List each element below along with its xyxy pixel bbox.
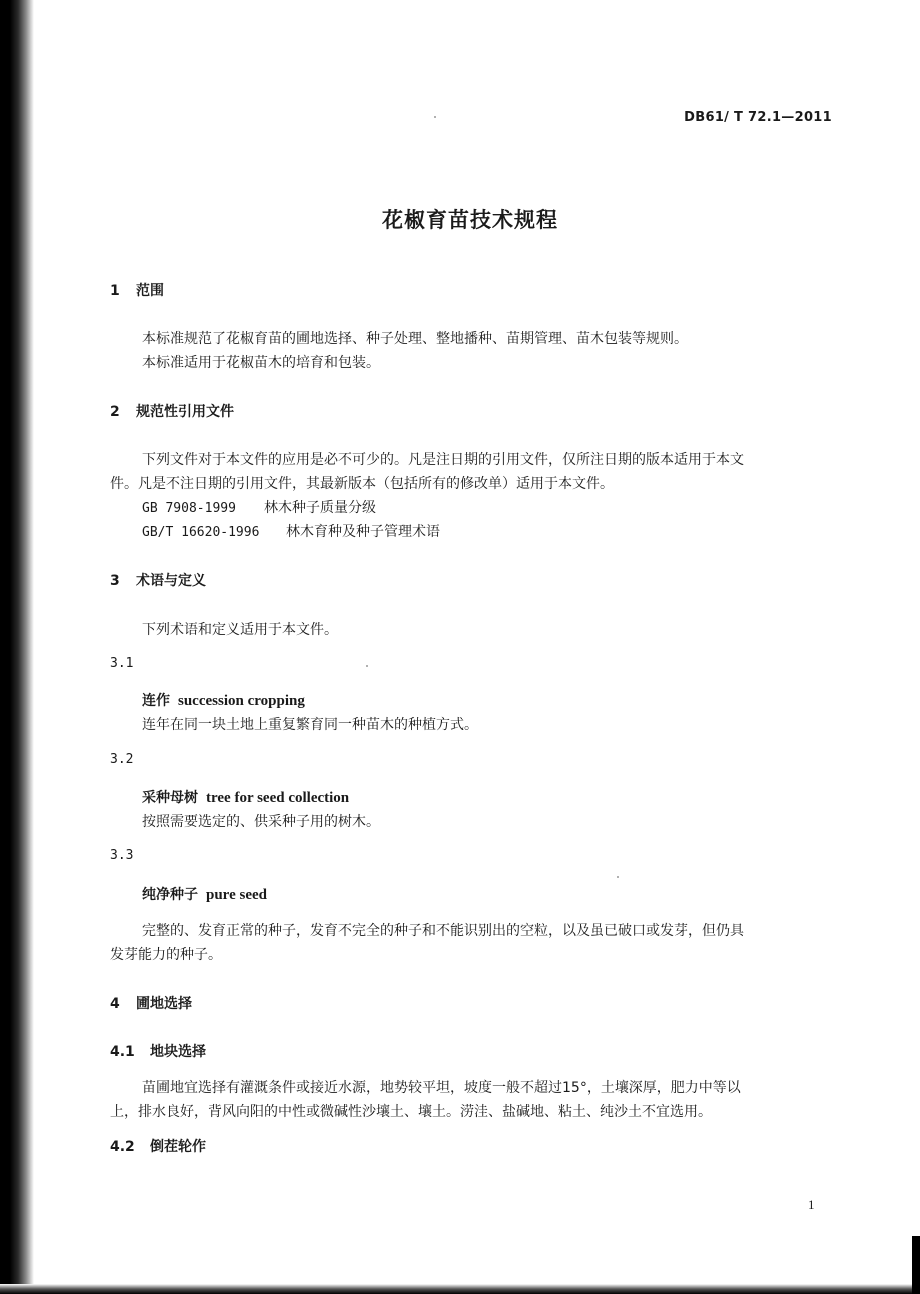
document-code: DB61/ T 72.1—2011 bbox=[684, 110, 832, 125]
paragraph: 下列术语和定义适用于本文件。 bbox=[142, 622, 338, 638]
term-zh: 纯净种子 bbox=[142, 887, 198, 903]
section-heading-2 bbox=[110, 401, 234, 421]
term-definition: 完整的、发育正常的种子，发育不完全的种子和不能识别出的空粒，以及虽已破口或发芽，但仍具 bbox=[142, 923, 744, 939]
term-definition: 发芽能力的种子。 bbox=[110, 947, 222, 963]
paragraph: 本标准适用于花椒苗木的培育和包装。 bbox=[142, 355, 380, 371]
section-heading-3 bbox=[110, 570, 206, 590]
term-heading bbox=[142, 884, 267, 904]
reference-code: GB/T 16620-1996 bbox=[142, 525, 260, 540]
section-number: 2 bbox=[110, 404, 120, 420]
reference-code: GB 7908-1999 bbox=[142, 501, 236, 516]
reference-title: 林木种子质量分级 bbox=[264, 500, 376, 516]
section-heading-1 bbox=[110, 280, 164, 300]
subsection-number: 4.1 bbox=[110, 1044, 135, 1060]
term-number: 3.3 bbox=[110, 848, 134, 863]
section-heading-4 bbox=[110, 993, 192, 1013]
paragraph: 上，排水良好，背风向阳的中性或微碱性沙壤土、壤土。涝洼、盐碱地、粘土、纯沙土不宜选用。 bbox=[110, 1104, 712, 1120]
paragraph: 本标准规范了花椒育苗的圃地选择、种子处理、整地播种、苗期管理、苗木包装等规则。 bbox=[142, 331, 688, 347]
term-definition: 连年在同一块土地上重复繁育同一种苗木的种植方式。 bbox=[142, 717, 478, 733]
term-zh: 连作 bbox=[142, 693, 170, 709]
term-number: 3.2 bbox=[110, 752, 134, 767]
term-heading bbox=[142, 690, 305, 710]
term-en: pure seed bbox=[206, 887, 267, 903]
page-number: 1 bbox=[808, 1197, 815, 1212]
scan-left-edge bbox=[0, 0, 34, 1294]
section-title: 圃地选择 bbox=[136, 996, 192, 1012]
paragraph: 苗圃地宜选择有灌溉条件或接近水源，地势较平坦，坡度一般不超过15°，土壤深厚，肥力中等以 bbox=[142, 1080, 741, 1096]
reference-item bbox=[142, 521, 440, 541]
scan-speck bbox=[617, 876, 619, 878]
section-number: 1 bbox=[110, 283, 120, 299]
scan-right-mark bbox=[912, 1236, 920, 1294]
paragraph: 下列文件对于本文件的应用是必不可少的。凡是注日期的引用文件，仅所注日期的版本适用于本文 bbox=[142, 452, 744, 468]
subsection-number: 4.2 bbox=[110, 1139, 135, 1155]
scan-bottom-edge bbox=[0, 1284, 920, 1294]
term-heading bbox=[142, 787, 349, 807]
term-zh: 采种母树 bbox=[142, 790, 198, 806]
scan-speck bbox=[366, 665, 368, 667]
section-number: 4 bbox=[110, 996, 120, 1012]
section-number: 3 bbox=[110, 573, 120, 589]
term-en: tree for seed collection bbox=[206, 790, 350, 806]
page-title: 花椒育苗技术规程 bbox=[382, 208, 558, 232]
subsection-title: 倒茬轮作 bbox=[150, 1139, 206, 1155]
term-number: 3.1 bbox=[110, 656, 134, 671]
subsection-heading-4-1 bbox=[110, 1041, 206, 1061]
subsection-title: 地块选择 bbox=[150, 1044, 206, 1060]
paragraph: 件。凡是不注日期的引用文件，其最新版本（包括所有的修改单）适用于本文件。 bbox=[110, 476, 614, 492]
term-definition: 按照需要选定的、供采种子用的树木。 bbox=[142, 814, 380, 830]
section-title: 范围 bbox=[136, 283, 164, 299]
term-en: succession cropping bbox=[178, 693, 305, 709]
section-title: 规范性引用文件 bbox=[136, 404, 234, 420]
subsection-heading-4-2 bbox=[110, 1136, 206, 1156]
section-title: 术语与定义 bbox=[136, 573, 206, 589]
reference-title: 林木育种及种子管理术语 bbox=[286, 524, 440, 540]
scan-speck bbox=[434, 116, 436, 118]
reference-item bbox=[142, 497, 376, 517]
